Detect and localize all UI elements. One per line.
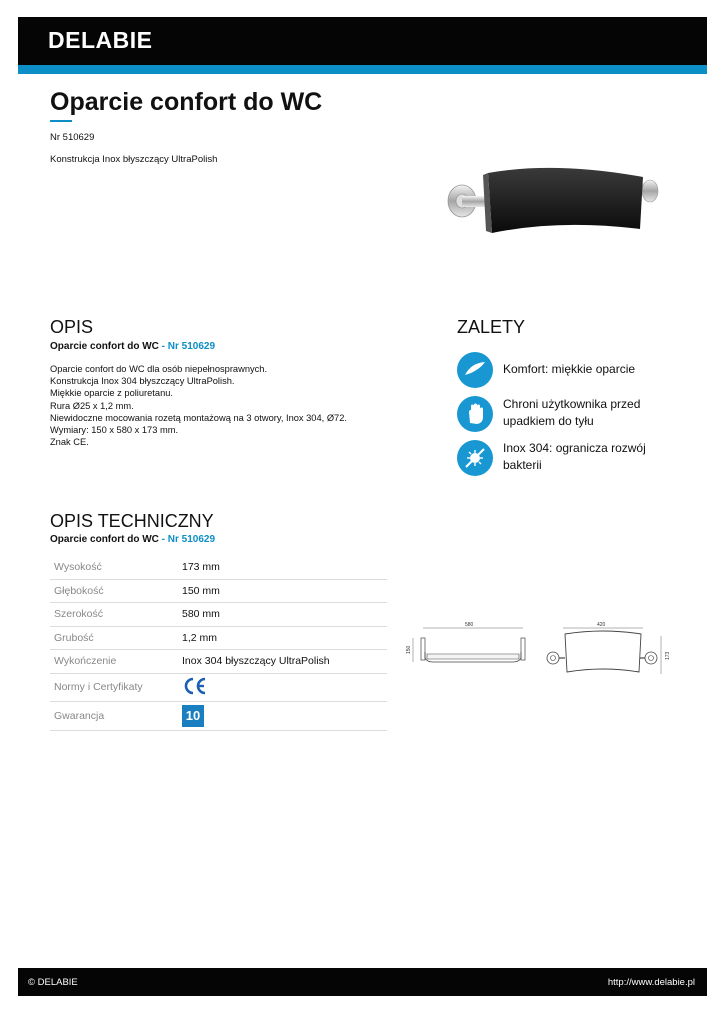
footer-copyright: © DELABIE: [28, 977, 78, 988]
title-underline: [50, 120, 72, 122]
advantage-item: [457, 352, 636, 388]
front-view-drawing: [406, 622, 525, 662]
desc-line: Rura Ø25 x 1,2 mm.: [50, 400, 134, 411]
spec-value: [178, 701, 387, 730]
technical-drawings: [403, 618, 673, 678]
spec-label: Gwarancja: [50, 701, 178, 730]
product-construction: Konstrukcja Inox błyszczący UltraPolish: [50, 154, 218, 165]
spec-value: 173 mm: [178, 556, 387, 579]
opis-description: [50, 363, 347, 448]
spec-label: Głębokość: [50, 579, 178, 603]
footer-bar: [18, 968, 707, 996]
warranty-10-years-icon: 10: [182, 705, 204, 727]
spec-value: 1,2 mm: [178, 626, 387, 650]
no-bacteria-icon: [457, 440, 493, 476]
table-row: [50, 673, 387, 701]
spec-value: 150 mm: [178, 579, 387, 603]
spec-value: 580 mm: [178, 603, 387, 627]
header-bar: [18, 17, 707, 65]
feather-icon: [457, 352, 493, 388]
dim-side-width: 420: [597, 622, 606, 628]
spec-label: Wykończenie: [50, 650, 178, 674]
dim-side-height: 173: [665, 651, 671, 660]
spec-value: [178, 673, 387, 701]
advantage-text: Inox 304: ogranicza rozwój bakterii: [503, 441, 646, 472]
spec-label: Wysokość: [50, 556, 178, 579]
desc-line: Niewidoczne mocowania rozetą montażową na 3 otwory, Inox 304, Ø72.: [50, 412, 347, 423]
table-row: [50, 650, 387, 674]
accent-bar: [18, 65, 707, 74]
table-row: [50, 626, 387, 650]
desc-line: Znak CE.: [50, 437, 89, 448]
tech-subtitle: Oparcie confort do WC - Nr 510629: [50, 534, 216, 545]
desc-line: Wymiary: 150 x 580 x 173 mm.: [50, 425, 179, 436]
product-photo: [440, 163, 665, 235]
zalety-heading: ZALETY: [457, 317, 526, 337]
opis-subtitle: Oparcie confort do WC - Nr 510629: [50, 341, 216, 352]
page-title: Oparcie confort do WC: [50, 88, 323, 116]
advantage-text: Komfort: miękkie oparcie: [503, 362, 636, 376]
advantage-item: [457, 440, 646, 476]
advantage-item: [457, 396, 641, 432]
table-row: [50, 579, 387, 603]
table-row: [50, 556, 387, 579]
ce-mark-icon: [182, 676, 208, 696]
tech-heading: OPIS TECHNICZNY: [50, 511, 214, 531]
dim-front-depth: 150: [406, 645, 412, 654]
hand-stop-icon: [457, 396, 493, 432]
product-number: Nr 510629: [50, 132, 95, 143]
spec-label: Normy i Certyfikaty: [50, 673, 178, 701]
desc-line: Konstrukcja Inox 304 błyszczący UltraPolish.: [50, 376, 235, 387]
table-row: [50, 603, 387, 627]
advantage-text: Chroni użytkownika przed upadkiem do tyłu: [503, 397, 641, 428]
table-row: [50, 701, 387, 730]
footer-website-link[interactable]: http://www.delabie.pl: [607, 977, 695, 988]
delabie-logo: DELABIE: [48, 27, 153, 53]
spec-label: Szerokość: [50, 603, 178, 627]
desc-line: Oparcie confort do WC dla osób niepełnosprawnych.: [50, 364, 268, 374]
dim-front-width: 580: [465, 622, 474, 628]
spec-table: [50, 556, 387, 731]
opis-heading: OPIS: [50, 317, 94, 337]
desc-line: Miękkie oparcie z poliuretanu.: [50, 388, 173, 399]
spec-label: Grubość: [50, 626, 178, 650]
spec-value: Inox 304 błyszczący UltraPolish: [178, 650, 387, 674]
side-view-drawing: [547, 622, 671, 674]
